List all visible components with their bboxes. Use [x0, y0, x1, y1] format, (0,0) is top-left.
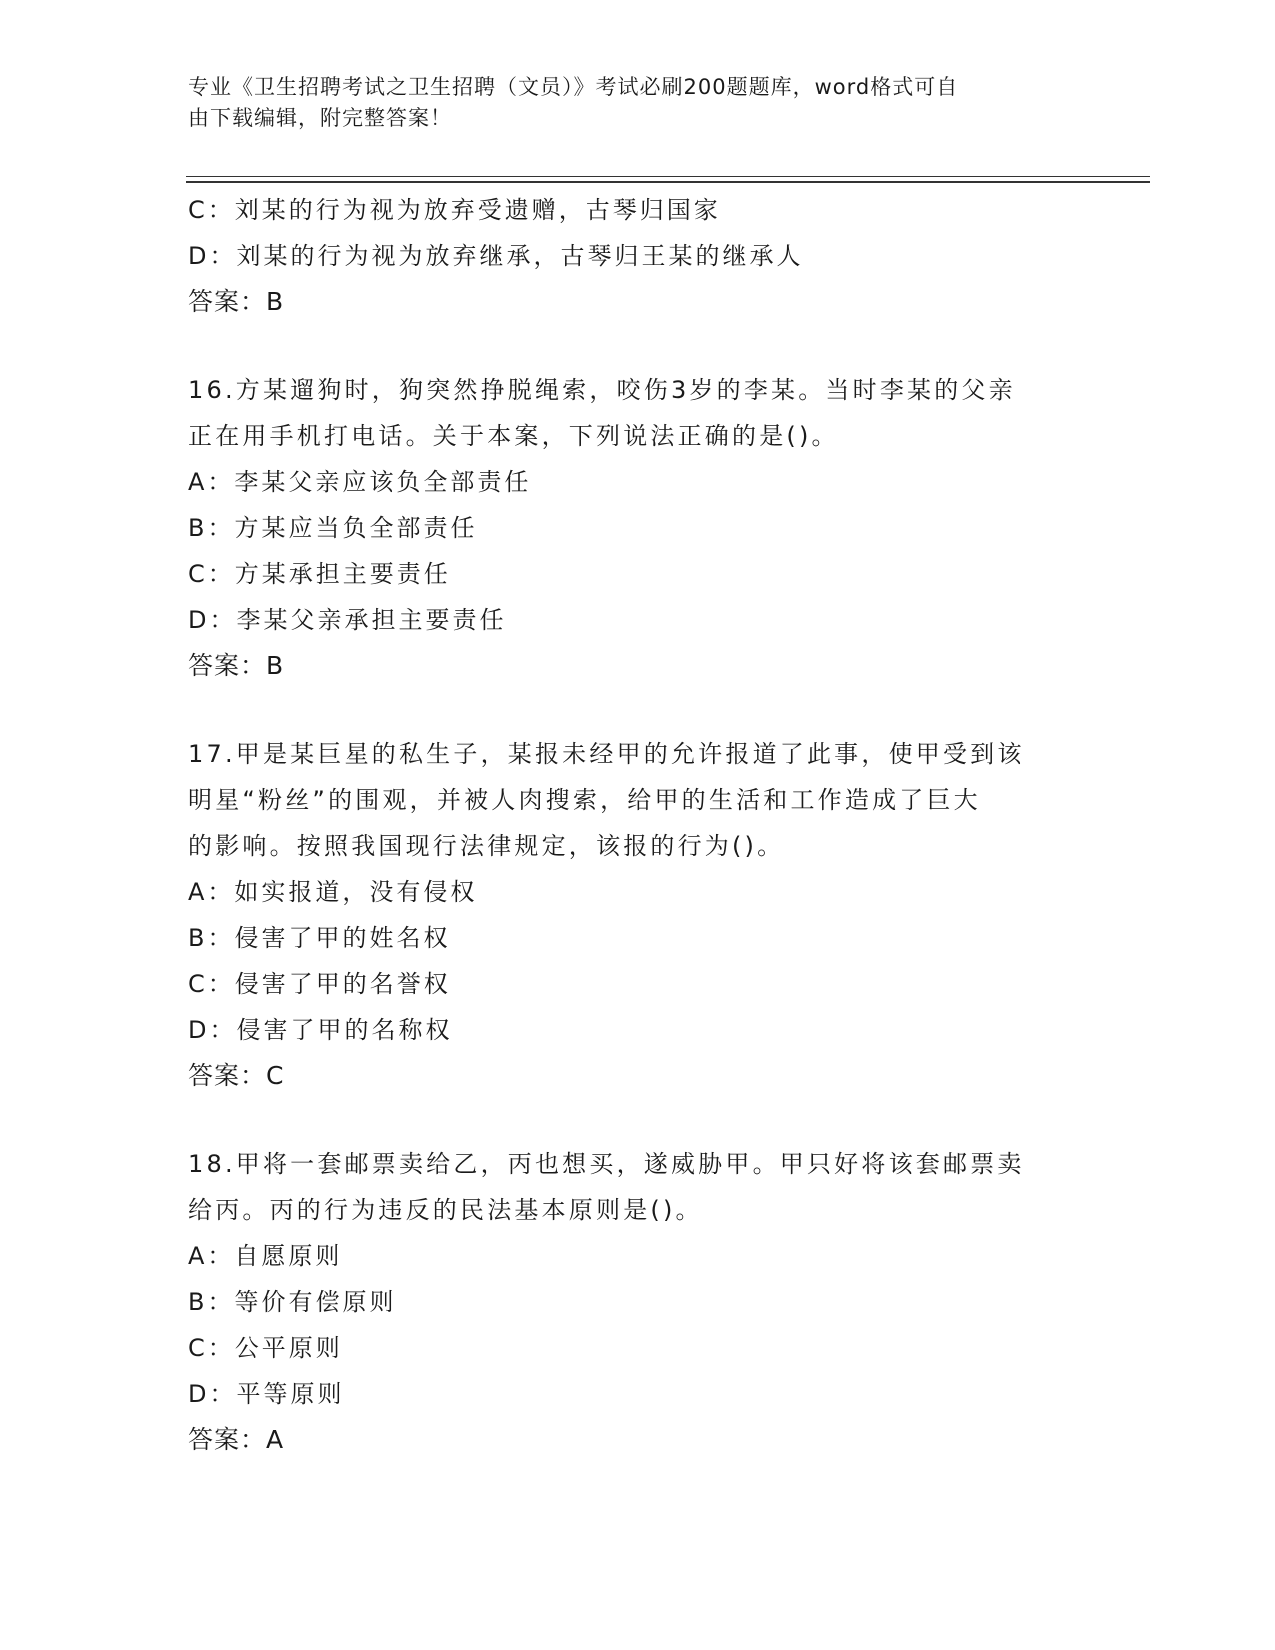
option-b: B：方某应当负全部责任 — [188, 514, 478, 542]
option-a: A：如实报道，没有侵权 — [188, 878, 478, 906]
header-line-1: 专业《卫生招聘考试之卫生招聘（文员）》考试必刷200题题库，word格式可自 — [188, 75, 959, 99]
option-d: D：刘某的行为视为放弃继承，古琴归王某的继承人 — [188, 242, 804, 270]
stem-line: 17.甲是某巨星的私生子，某报未经甲的允许报道了此事，使甲受到该 — [188, 740, 1025, 768]
question-list — [188, 187, 1088, 1463]
header-divider-thin — [186, 176, 1150, 177]
document-header — [188, 72, 1068, 134]
header-divider-thick — [186, 181, 1150, 183]
stem-line: 正在用手机打电话。关于本案，下列说法正确的是()。 — [188, 422, 839, 450]
answer-line: 答案：C — [188, 1061, 285, 1090]
question-stem — [188, 367, 1088, 459]
stem-line: 给丙。丙的行为违反的民法基本原则是()。 — [188, 1196, 703, 1224]
answer-line: 答案：A — [188, 1425, 285, 1454]
option-c: C：方某承担主要责任 — [188, 560, 451, 588]
answer-line: 答案：B — [188, 651, 285, 680]
question-16 — [188, 367, 1088, 689]
stem-line: 16.方某遛狗时，狗突然挣脱绳索，咬伤3岁的李某。当时李某的父亲 — [188, 376, 1016, 404]
answer-line: 答案：B — [188, 287, 285, 316]
option-b: B：侵害了甲的姓名权 — [188, 924, 451, 952]
option-c: C：刘某的行为视为放弃受遗赠，古琴归国家 — [188, 196, 721, 224]
stem-line: 的影响。按照我国现行法律规定，该报的行为()。 — [188, 832, 785, 860]
question-stem — [188, 731, 1088, 869]
option-a: A：李某父亲应该负全部责任 — [188, 468, 532, 496]
question-18 — [188, 1141, 1088, 1463]
option-c: C：公平原则 — [188, 1334, 343, 1362]
option-d: D：平等原则 — [188, 1380, 345, 1408]
option-c: C：侵害了甲的名誉权 — [188, 970, 451, 998]
option-b: B：等价有偿原则 — [188, 1288, 397, 1316]
carry-over-block — [188, 187, 1088, 325]
option-d: D：李某父亲承担主要责任 — [188, 606, 507, 634]
header-line-2: 由下载编辑，附完整答案！ — [188, 106, 452, 130]
question-17 — [188, 731, 1088, 1099]
question-stem — [188, 1141, 1088, 1233]
stem-line: 明星“粉丝”的围观，并被人肉搜索，给甲的生活和工作造成了巨大 — [188, 786, 981, 814]
option-d: D：侵害了甲的名称权 — [188, 1016, 453, 1044]
option-a: A：自愿原则 — [188, 1242, 343, 1270]
stem-line: 18.甲将一套邮票卖给乙，丙也想买，遂威胁甲。甲只好将该套邮票卖 — [188, 1150, 1025, 1178]
